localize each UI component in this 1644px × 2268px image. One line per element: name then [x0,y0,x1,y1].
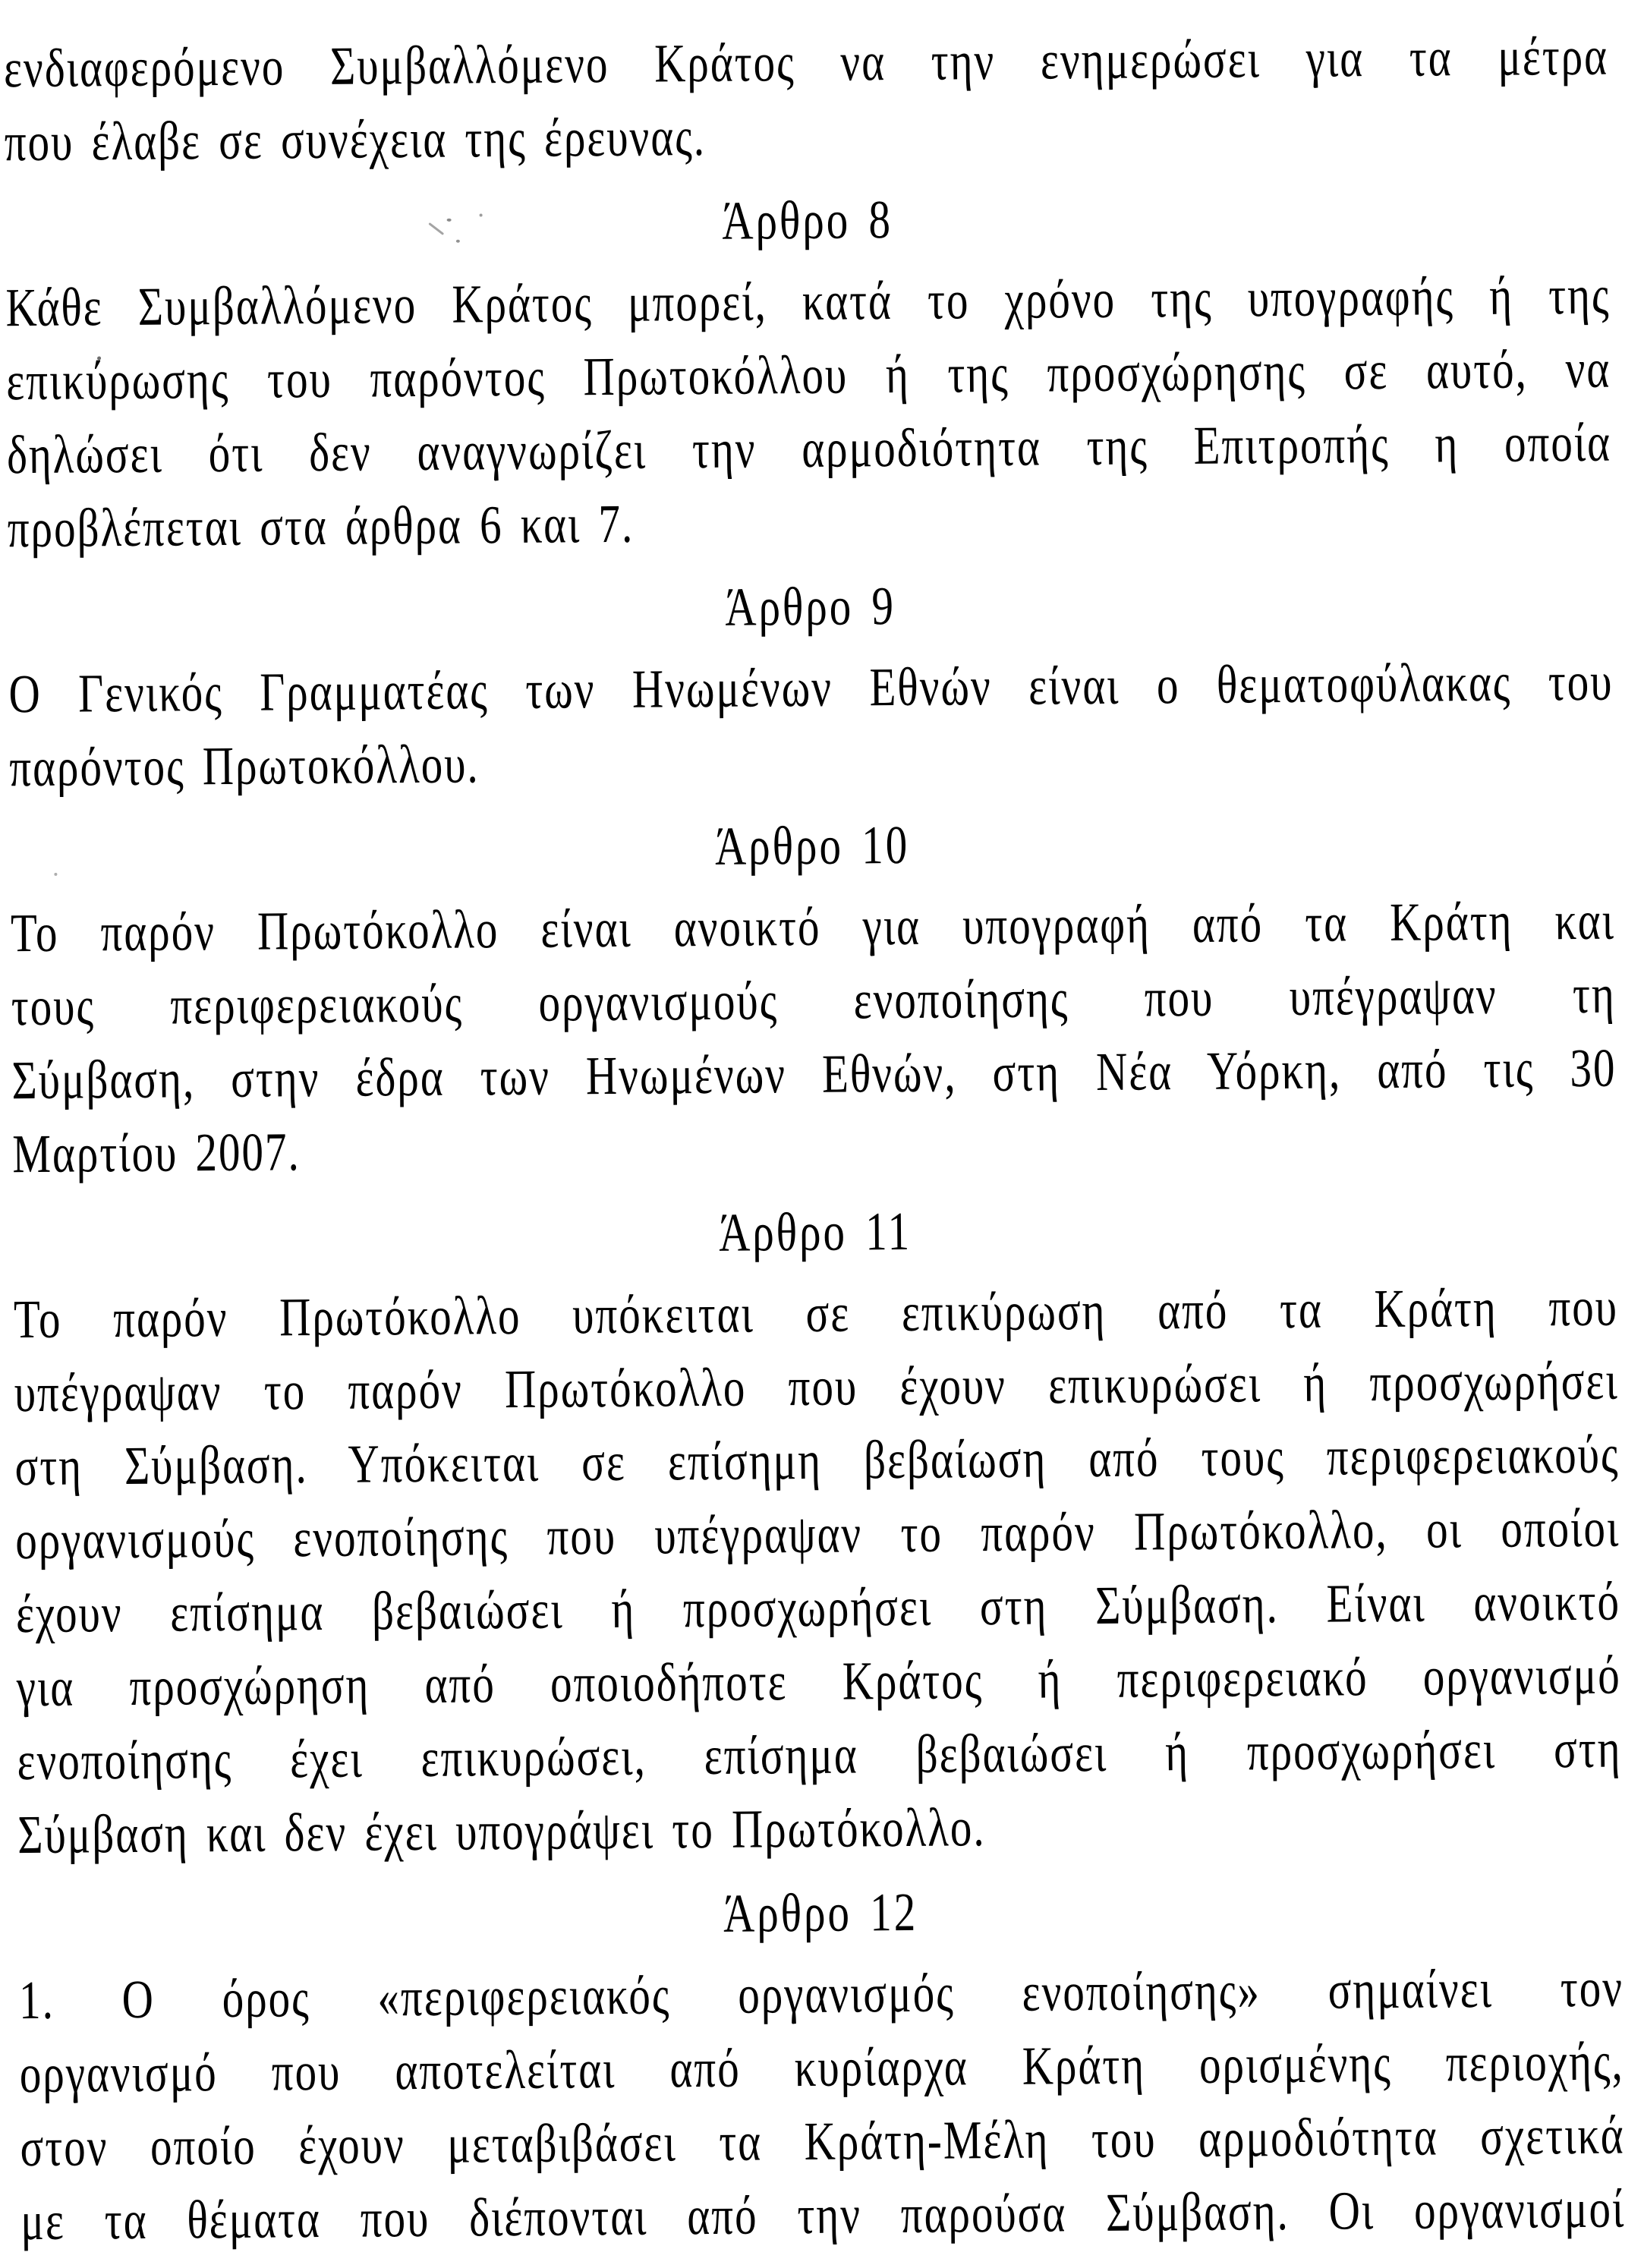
text-line: Ο Γενικός Γραμματέας των Ηνωμένων Εθνών είναι ο θεματοφύλακας του [8,651,1614,725]
article-heading-10: Άρθρο 10 [714,814,910,877]
text-line: οργανισμούς ενοποίησης που υπέγραψαν το παρόν Πρωτόκολλο, οι οποίοι [14,1498,1620,1571]
text-line: οργανισμό που αποτελείται από κυρίαρχα Κράτη ορισμένης περιοχής, [19,2031,1625,2105]
text-line: Σύμβαση και δεν έχει υπογράψει το Πρωτόκολλο. [17,1797,986,1866]
text-line: 1. Ο όρος «περιφερειακός οργανισμός ενοποίησης» σημαίνει τον [18,1958,1624,2031]
text-line: παρόντος Πρωτοκόλλου. [8,734,480,799]
text-line: δηλώσει ότι δεν αναγνωρίζει την αρμοδιότητα της Επιτροπής η οποία [6,412,1612,486]
text-line: προβλέπεται στα άρθρα 6 και 7. [7,493,635,559]
text-line: Μαρτίου 2007. [11,1122,301,1185]
text-line: Κάθε Συμβαλλόμενο Κράτος μπορεί, κατά το χρόνο της υπογραφής ή της [5,265,1611,339]
text-line: με τα θέματα που διέπονται από την παρούσα Σύμβαση. Οι οργανισμοί [20,2178,1626,2252]
text-line: που έλαβε σε συνέχεια της έρευνας. [4,106,707,173]
text-line: έχουν επίσημα βεβαιώσει ή προσχωρήσει στη Σύμβαση. Είναι ανοικτό [15,1571,1621,1645]
paragraph-block [14,1271,1623,1873]
article-heading-8: Άρθρο 8 [722,190,893,252]
text-line: επικύρωσης του παρόντος Πρωτοκόλλου ή της προσχώρησης σε αυτό, να [5,339,1611,412]
text-line: ενοποίησης έχει επικυρώσει, επίσημα βεβαιώσει ή προσχωρήσει στη [17,1718,1622,1792]
article-heading-9: Άρθρο 9 [725,576,896,638]
paragraph-block [19,1951,1626,2259]
text-line: Σύμβαση, στην έδρα των Ηνωμένων Εθνών, στη Νέα Υόρκη, από τις 30 [11,1038,1617,1111]
text-line: τους περιφερειακούς οργανισμούς ενοποίησης που υπέγραψαν τη [11,964,1617,1038]
text-line: στον οποίο έχουν μεταβιβάσει τα Κράτη-Μέλη του αρμοδιότητα σχετικά [20,2105,1625,2178]
text-line: υπέγραψαν το παρόν Πρωτόκολλο που έχουν επικυρώσει ή προσχωρήσει [14,1350,1620,1424]
text-line: Το παρόν Πρωτόκολλο υπόκειται σε επικύρωση από τα Κράτη που [13,1277,1619,1350]
paragraph-block [5,259,1612,566]
paragraph-block [11,884,1617,1192]
article-heading-12: Άρθρο 12 [723,1882,918,1945]
paragraph-block [8,645,1614,805]
text-line: στη Σύμβαση. Υπόκειται σε επίσημη βεβαίωση από τους περιφερειακούς [14,1424,1620,1498]
text-line: ενδιαφερόμενο Συμβαλλόμενο Κράτος να την ενημερώσει για τα μέτρα [3,26,1609,99]
paragraph-block [4,20,1609,180]
text-line: για προσχώρηση από οποιοδήποτε Κράτος ή περιφερειακό οργανισμό [16,1645,1622,1718]
article-heading-11: Άρθρο 11 [718,1201,912,1264]
text-line: Το παρόν Πρωτόκολλο είναι ανοικτό για υπογραφή από τα Κράτη και [10,890,1616,964]
